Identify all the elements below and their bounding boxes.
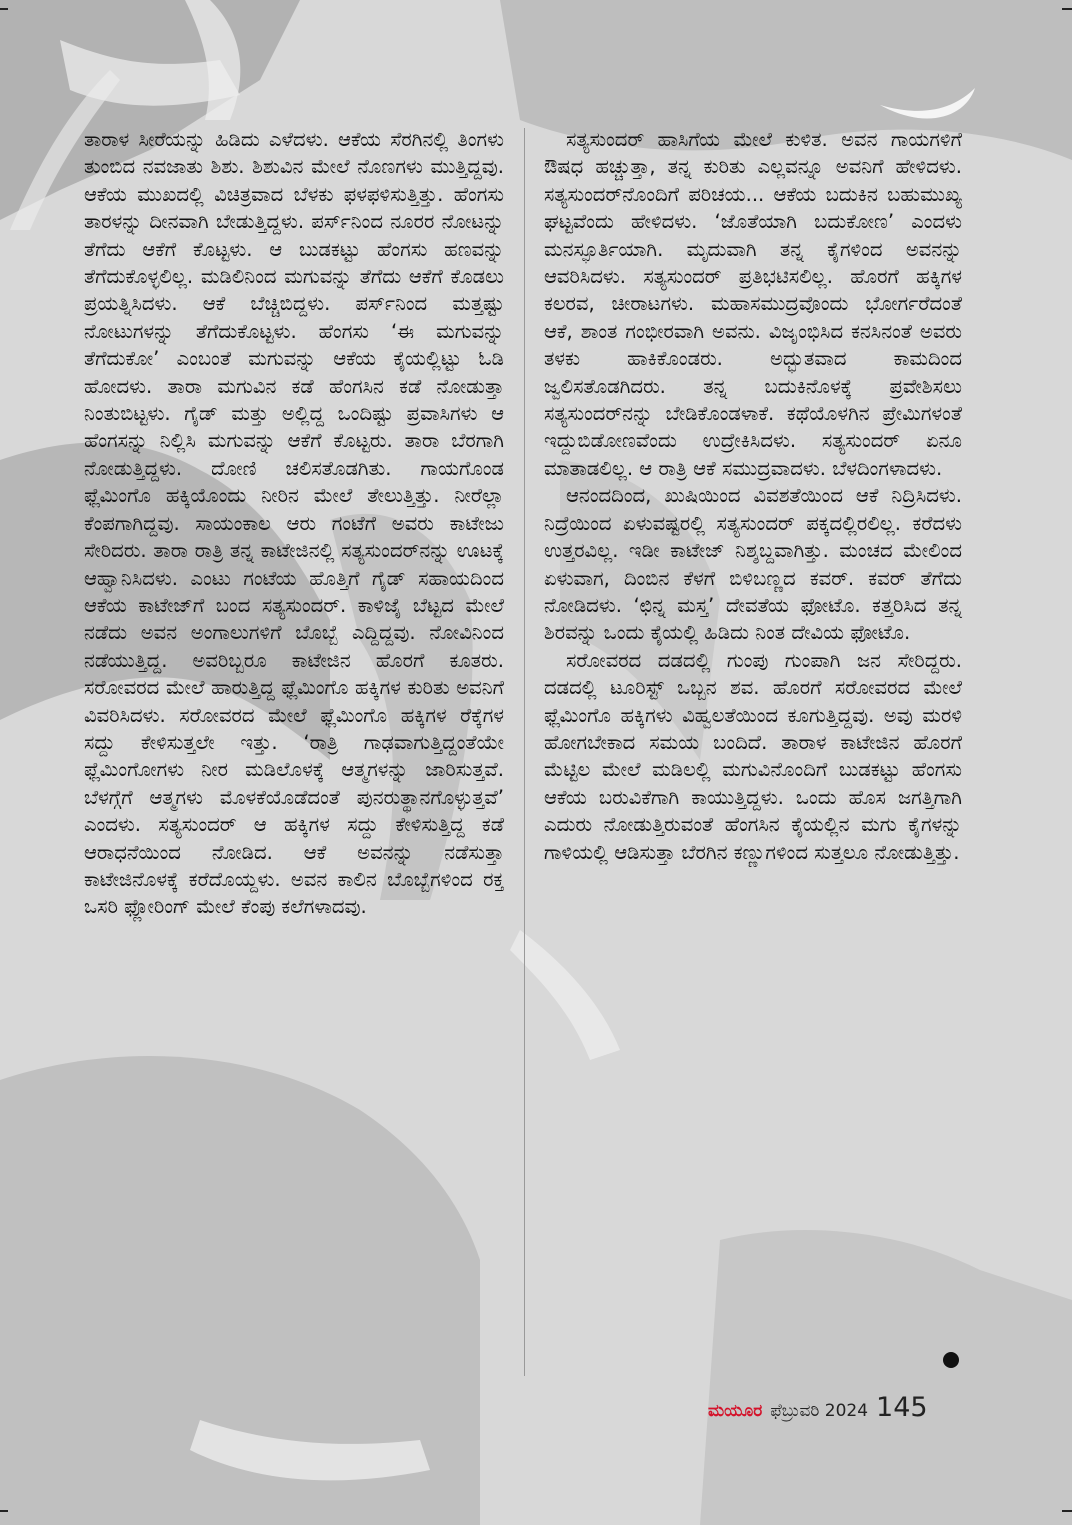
crop-mark-top-left (0, 8, 8, 10)
issue-date: ಫೆಬ್ರುವರಿ 2024 (770, 1401, 869, 1421)
page-number: 145 (876, 1392, 928, 1423)
paragraph: ಸತ್ಯಸುಂದರ್ ಹಾಸಿಗೆಯ ಮೇಲೆ ಕುಳಿತ. ಅವನ ಗಾಯಗಳಿಗೆ ಔಷಧ ಹಚ್ಚುತ್ತಾ, ತನ್ನ ಕುರಿತು ಎಲ್ಲವನ್ನೂ ಅವನಿಗೆ ಹೇಳಿದಳು. ಸತ್ಯಸುಂದರ್‌ನೊಂದಿಗೆ ಪರಿಚಯ... ಆಕೆಯ ಬದುಕಿನ ಬಹುಮುಖ್ಯ ಘಟ್ಟವೆಂದು ಹೇಳಿದಳು. ‘ಜೊತೆಯಾಗಿ ಬದುಕೋಣ’ ಎಂದಳು ಮನಸ್ಫೂರ್ತಿಯಾಗಿ. ಮೃದುವಾಗಿ ತನ್ನ ಕೈಗಳಿಂದ ಅವನನ್ನು ಆವರಿಸಿದಳು. ಸತ್ಯಸುಂದರ್ ಪ್ರತಿಭಟಿಸಲಿಲ್ಲ. ಹೊರಗೆ ಹಕ್ಕಿಗಳ ಕಲರವ, ಚೀರಾಟಗಳು. ಮಹಾಸಮುದ್ರವೊಂದು ಭೋರ್ಗರೆದಂತೆ ಆಕೆ, ಶಾಂತ ಗಂಭೀರವಾಗಿ ಅವನು. ವಿಜೃಂಭಿಸಿದ ಕನಸಿನಂತೆ ಅವರು ತಳಕು ಹಾಕಿಕೊಂಡರು. ಅದ್ಭುತವಾದ ಕಾಮದಿಂದ ಜ್ವಲಿಸತೊಡಗಿದರು. ತನ್ನ ಬದುಕಿನೊಳಕ್ಕೆ ಪ್ರವೇಶಿಸಲು ಸತ್ಯಸುಂದರ್‌ನನ್ನು ಬೇಡಿಕೊಂಡಳಾಕೆ. ಕಥೆಯೊಳಗಿನ ಪ್ರೇಮಿಗಳಂತೆ ಇದ್ದುಬಿಡೋಣವೆಂದು ಉದ್ರೇಕಿಸಿದಳು. ಸತ್ಯಸುಂದರ್ ಏನೂ ಮಾತಾಡಲಿಲ್ಲ. ಆ ರಾತ್ರಿ ಆಕೆ ಸಮುದ್ರವಾದಳು. ಬೆಳದಿಂಗಳಾದಳು. (544, 128, 962, 480)
paragraph: ಆನಂದದಿಂದ, ಖುಷಿಯಿಂದ ವಿವಶತೆಯಿಂದ ಆಕೆ ನಿದ್ರಿಸಿದಳು. ನಿದ್ರೆಯಿಂದ ಏಳುವಷ್ಟರಲ್ಲಿ ಸತ್ಯಸುಂದರ್ ಪಕ್ಕದಲ್ಲಿರಲಿಲ್ಲ. ಕರೆದಳು ಉತ್ತರವಿಲ್ಲ. ಇಡೀ ಕಾಟೇಜ್ ನಿಶ್ಶಬ್ದವಾಗಿತ್ತು. ಮಂಚದ ಮೇಲಿಂದ ಏಳುವಾಗ, ದಿಂಬಿನ ಕೆಳಗೆ ಬಿಳಿಬಣ್ಣದ ಕವರ್. ಕವರ್ ತೆಗೆದು ನೋಡಿದಳು. ‘ಛಿನ್ನ ಮಸ್ತ’ ದೇವತೆಯ ಫೋಟೊ. ಕತ್ತರಿಸಿದ ತನ್ನ ಶಿರವನ್ನು ಒಂದು ಕೈಯಲ್ಲಿ ಹಿಡಿದು ನಿಂತ ದೇವಿಯ ಫೋಟೊ. (544, 484, 962, 645)
paragraph: ತಾರಾಳ ಸೀರೆಯನ್ನು ಹಿಡಿದು ಎಳೆದಳು. ಆಕೆಯ ಸೆರಗಿನಲ್ಲಿ ತಿಂಗಳು ತುಂಬಿದ ನವಜಾತು ಶಿಶು. ಶಿಶುವಿನ ಮೇಲೆ ನೊಣಗಳು ಮುತ್ತಿದ್ದವು. ಆಕೆಯ ಮುಖದಲ್ಲಿ ವಿಚಿತ್ರವಾದ ಬೆಳಕು ಫಳಫಳಿಸುತ್ತಿತ್ತು. ಹೆಂಗಸು ತಾರಳನ್ನು ದೀನವಾಗಿ ಬೇಡುತ್ತಿದ್ದಳು. ಪರ್ಸ್‌ನಿಂದ ನೂರರ ನೋಟನ್ನು ತೆಗೆದು ಆಕೆಗೆ ಕೊಟ್ಟಳು. ಆ ಬುಡಕಟ್ಟು ಹೆಂಗಸು ಹಣವನ್ನು ತೆಗೆದುಕೊಳ್ಳಲಿಲ್ಲ. ಮಡಿಲಿನಿಂದ ಮಗುವನ್ನು ತೆಗೆದು ಆಕೆಗೆ ಕೊಡಲು ಪ್ರಯತ್ನಿಸಿದಳು. ಆಕೆ ಬೆಚ್ಚಿಬಿದ್ದಳು. ಪರ್ಸ್‌ನಿಂದ ಮತ್ತಷ್ಟು ನೋಟುಗಳನ್ನು ತೆಗೆದುಕೊಟ್ಟಳು. ಹೆಂಗಸು ‘ಈ ಮಗುವನ್ನು ತೆಗೆದುಕೋ’ ಎಂಬಂತೆ ಮಗುವನ್ನು ಆಕೆಯ ಕೈಯಲ್ಲಿಟ್ಟು ಓಡಿ ಹೋದಳು. ತಾರಾ ಮಗುವಿನ ಕಡೆ ಹೆಂಗಸಿನ ಕಡೆ ನೋಡುತ್ತಾ ನಿಂತುಬಿಟ್ಟಳು. ಗೈಡ್ ಮತ್ತು ಅಲ್ಲಿದ್ದ ಒಂದಿಷ್ಟು ಪ್ರವಾಸಿಗಳು ಆ ಹೆಂಗಸನ್ನು ನಿಲ್ಲಿಸಿ ಮಗುವನ್ನು ಆಕೆಗೆ ಕೊಟ್ಟರು. ತಾರಾ ಬೆರಗಾಗಿ ನೋಡುತ್ತಿದ್ದಳು. ದೋಣಿ ಚಲಿಸತೊಡಗಿತು. ಗಾಯಗೊಂಡ ಫ್ಲೆಮಿಂಗೊ ಹಕ್ಕಿಯೊಂದು ನೀರಿನ ಮೇಲೆ ತೇಲುತ್ತಿತ್ತು. ನೀರೆಲ್ಲಾ ಕೆಂಪಗಾಗಿದ್ದವು. ಸಾಯಂಕಾಲ ಆರು ಗಂಟೆಗೆ ಅವರು ಕಾಟೇಜು ಸೇರಿದರು. ತಾರಾ ರಾತ್ರಿ ತನ್ನ ಕಾಟೇಜಿನಲ್ಲಿ ಸತ್ಯಸುಂದರ್‌ನನ್ನು ಊಟಕ್ಕೆ ಆಹ್ವಾನಿಸಿದಳು. ಎಂಟು ಗಂಟೆಯ ಹೊತ್ತಿಗೆ ಗೈಡ್ ಸಹಾಯದಿಂದ ಆಕೆಯ ಕಾಟೇಜ್‌ಗೆ ಬಂದ ಸತ್ಯಸುಂದರ್. ಕಾಳಿಜೈ ಬೆಟ್ಟದ ಮೇಲೆ ನಡೆದು ಅವನ ಅಂಗಾಲುಗಳಿಗೆ ಬೊಬ್ಬೆ ಎದ್ದಿದ್ದವು. ನೋವಿನಿಂದ ನಡೆಯುತ್ತಿದ್ದ. ಅವರಿಬ್ಬರೂ ಕಾಟೇಜಿನ ಹೊರಗೆ ಕೂತರು. ಸರೋವರದ ಮೇಲೆ ಹಾರುತ್ತಿದ್ದ ಫ್ಲೆಮಿಂಗೊ ಹಕ್ಕಿಗಳ ಕುರಿತು ಅವನಿಗೆ ವಿವರಿಸಿದಳು. ಸರೋವರದ ಮೇಲೆ ಫ್ಲೆಮಿಂಗೊ ಹಕ್ಕಿಗಳ ರೆಕ್ಕೆಗಳ ಸದ್ದು ಕೇಳಿಸುತ್ತಲೇ ಇತ್ತು. ‘ರಾತ್ರಿ ಗಾಢವಾಗುತ್ತಿದ್ದಂತೆಯೇ ಫ್ಲೆಮಿಂಗೋಗಳು ನೀರ ಮಡಿಲೊಳಕ್ಕೆ ಆತ್ಮಗಳನ್ನು ಜಾರಿಸುತ್ತವೆ. ಬೆಳಗ್ಗೆಗೆ ಆತ್ಮಗಳು ಮೊಳಕೆಯೊಡೆದಂತೆ ಪುನರುತ್ಥಾನಗೊಳ್ಳುತ್ತವೆ’ ಎಂದಳು. ಸತ್ಯಸುಂದರ್ ಆ ಹಕ್ಕಿಗಳ ಸದ್ದು ಕೇಳಿಸುತ್ತಿದ್ದ ಕಡೆ ಆರಾಧನೆಯಿಂದ ನೋಡಿದ. ಆಕೆ ಅವನನ್ನು ನಡೆಸುತ್ತಾ ಕಾಟೇಜಿನೊಳಕ್ಕೆ ಕರೆದೊಯ್ದಳು. ಅವನ ಕಾಲಿನ ಬೊಬ್ಬೆಗಳಿಂದ ರಕ್ತ ಒಸರಿ ಫ್ಲೋರಿಂಗ್ ಮೇಲೆ ಕೆಂಪು ಕಲೆಗಳಾದವು. (84, 128, 504, 919)
column-divider (524, 128, 525, 1376)
crop-mark-bottom-right (1062, 1510, 1072, 1512)
paragraph: ಸರೋವರದ ದಡದಲ್ಲಿ ಗುಂಪು ಗುಂಪಾಗಿ ಜನ ಸೇರಿದ್ದರು. ದಡದಲ್ಲಿ ಟೂರಿಸ್ಟ್ ಒಬ್ಬನ ಶವ. ಹೊರಗೆ ಸರೋವರದ ಮೇಲೆ ಫ್ಲೆಮಿಂಗೊ ಹಕ್ಕಿಗಳು ವಿಹ್ವಲತೆಯಿಂದ ಕೂಗುತ್ತಿದ್ದವು. ಅವು ಮರಳಿ ಹೋಗಬೇಕಾದ ಸಮಯ ಬಂದಿದೆ. ತಾರಾಳ ಕಾಟೇಜಿನ ಹೊರಗೆ ಮೆಟ್ಟಿಲ ಮೇಲೆ ಮಡಿಲಲ್ಲಿ ಮಗುವಿನೊಂದಿಗೆ ಬುಡಕಟ್ಟು ಹೆಂಗಸು ಆಕೆಯ ಬರುವಿಕೆಗಾಗಿ ಕಾಯುತ್ತಿದ್ದಳು. ಒಂದು ಹೊಸ ಜಗತ್ತಿಗಾಗಿ ಎದುರು ನೋಡುತ್ತಿರುವಂತೆ ಹೆಂಗಸಿನ ಕೈಯಲ್ಲಿನ ಮಗು ಕೈಗಳನ್ನು ಗಾಳಿಯಲ್ಲಿ ಆಡಿಸುತ್ತಾ ಬೆರಗಿನ ಕಣ್ಣುಗಳಿಂದ ಸುತ್ತಲೂ ನೋಡುತ್ತಿತ್ತು. (544, 648, 962, 864)
end-of-story-bullet (943, 1352, 959, 1368)
crop-mark-top-right (1062, 8, 1072, 10)
page-footer (708, 1392, 928, 1428)
article-right-column (544, 126, 962, 866)
magazine-name: ಮಯೂರ (708, 1401, 763, 1421)
article-left-column (84, 126, 504, 921)
crop-mark-bottom-left (0, 1510, 8, 1512)
